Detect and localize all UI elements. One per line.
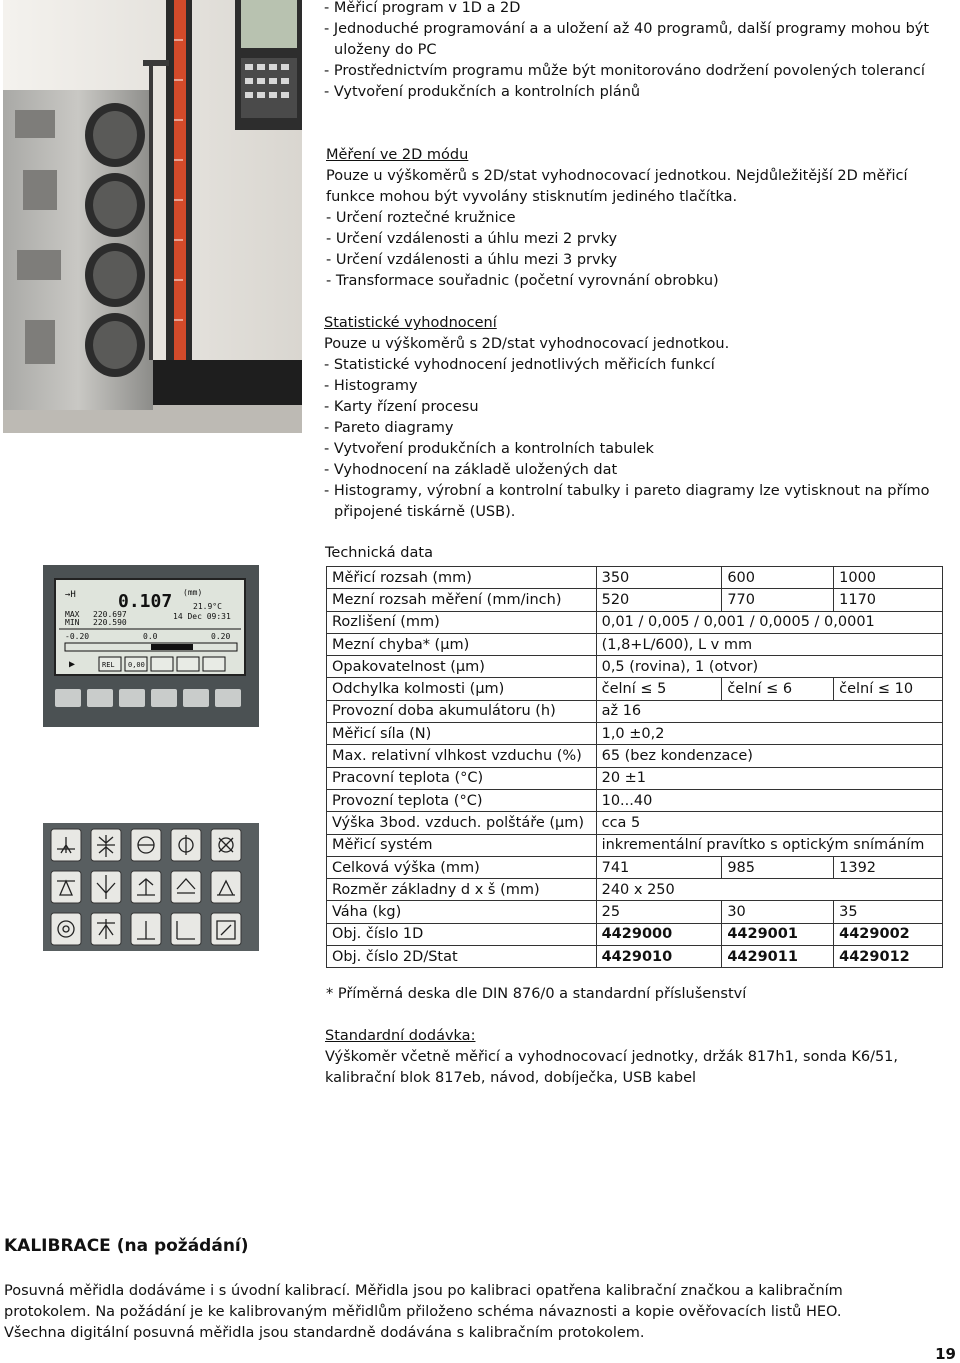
display-min-label: MIN [65, 618, 80, 627]
display-date: 14 Dec 09:31 [173, 612, 231, 621]
table-row [327, 611, 943, 633]
section-heading-2d: Měření ve 2D módu [326, 147, 469, 163]
table-cell: Výška 3bod. vzduch. polštáře (µm) [327, 812, 597, 834]
table-cell: čelní ≤ 5 [596, 678, 722, 700]
table-cell: Rozlišení (mm) [327, 611, 597, 633]
intro-feature-list [324, 0, 944, 103]
list-item: - Pareto diagramy [324, 420, 454, 436]
list-item: - Určení vzdálenosti a úhlu mezi 2 prvky [326, 231, 618, 247]
table-row [327, 589, 943, 611]
table-cell: 4429011 [722, 946, 834, 968]
table-cell: 10...40 [596, 789, 942, 811]
table-row [327, 567, 943, 589]
table-cell: Provozní doba akumulátoru (h) [327, 700, 597, 722]
table-cell: 520 [596, 589, 722, 611]
table-cell: Mezní rozsah měření (mm/inch) [327, 589, 597, 611]
table-row [327, 856, 943, 878]
table-row [327, 923, 943, 945]
table-cell: 1,0 ±0,2 [596, 723, 942, 745]
display-illustration [43, 565, 259, 727]
display-value: 0.107 [118, 591, 173, 612]
display-max-value: 220.697 [93, 610, 127, 619]
calibration-heading: KALIBRACE (na požádání) [4, 1236, 249, 1256]
list-item: - Vytvoření produkčních a kontrolních tabulek [324, 441, 654, 457]
table-row [327, 789, 943, 811]
table-cell: až 16 [596, 700, 942, 722]
display-max-label: MAX [65, 610, 80, 619]
table-cell: Celková výška (mm) [327, 856, 597, 878]
table-cell: 741 [596, 856, 722, 878]
display-temperature: 21.9°C [193, 602, 222, 611]
table-cell: 350 [596, 567, 722, 589]
display-zero-button-label: 0,00 [128, 661, 145, 669]
display-deviation-bar [151, 644, 193, 650]
display-min-value: 220.590 [93, 618, 127, 627]
table-cell: 240 x 250 [596, 879, 942, 901]
list-item: - Vytvoření produkčních a kontrolních plánů [324, 84, 641, 100]
section-2d-text: Pouze u výškoměrů s 2D/stat vyhodnocovací jednotkou. Nejdůležitější 2D měřicí funkce mohou být vyvolány stisknutím jediného tlačítka. [326, 168, 908, 205]
table-row [327, 745, 943, 767]
table-cell: 20 ±1 [596, 767, 942, 789]
calibration-line: Všechna digitální posuvná měřidla jsou standardně dodávána s kalibračním protokolem. [4, 1325, 645, 1341]
table-cell: 4429010 [596, 946, 722, 968]
table-cell: 4429000 [596, 923, 722, 945]
table-cell: 600 [722, 567, 834, 589]
table-cell: 4429012 [834, 946, 943, 968]
display-scale-mid: 0.0 [143, 632, 158, 641]
table-row [327, 678, 943, 700]
display-arrow-left-icon: ▶ [69, 659, 76, 670]
table-footnote: * Příměrná deska dle DIN 876/0 a standardní příslušenství [326, 986, 747, 1002]
display-unit-photo [43, 565, 259, 727]
calibration-line: Posuvná měřidla dodáváme i s úvodní kalibrací. Měřidla jsou po kalibraci opatřena kalibrační značkou a kalibračním [4, 1283, 843, 1299]
list-item: - Statistické vyhodnocení jednotlivých měřicích funkcí [324, 357, 715, 373]
table-cell: 25 [596, 901, 722, 923]
table-cell: 1392 [834, 856, 943, 878]
calibration-text [4, 1281, 944, 1344]
list-item: - Transformace souřadnic (početní vyrovnání obrobku) [326, 273, 719, 289]
table-cell: Váha (kg) [327, 901, 597, 923]
table-cell: Max. relativní vlhkost vzduchu (%) [327, 745, 597, 767]
list-item: - Měřicí program v 1D a 2D [324, 0, 521, 16]
table-cell: Pracovní teplota (°C) [327, 767, 597, 789]
list-item: - Určení roztečné kružnice [326, 210, 516, 226]
svg-text:(mm): (mm) [183, 588, 203, 597]
table-cell: Provozní teplota (°C) [327, 789, 597, 811]
list-item: - Prostřednictvím programu může být monitorováno dodržení povolených tolerancí [324, 63, 925, 79]
table-cell: 4429001 [722, 923, 834, 945]
section-2d-mode [326, 145, 941, 292]
page-number: 19 [935, 1345, 956, 1363]
table-row [327, 767, 943, 789]
display-rel-button-label: REL [102, 661, 115, 669]
list-item: - Určení vzdálenosti a úhlu mezi 3 prvky [326, 252, 618, 268]
table-cell: 770 [722, 589, 834, 611]
table-cell: Obj. číslo 1D [327, 923, 597, 945]
table-cell: Měřicí síla (N) [327, 723, 597, 745]
table-cell: Měřicí rozsah (mm) [327, 567, 597, 589]
table-cell: 4429002 [834, 923, 943, 945]
table-cell: 1000 [834, 567, 943, 589]
section-statistics [324, 313, 949, 523]
list-item: - Histogramy, výrobní a kontrolní tabulky i pareto diagramy lze vytisknout na přímo připojené tiskárně (USB). [324, 483, 930, 520]
standard-delivery-text: Výškoměr včetně měřicí a vyhodnocovací jednotky, držák 817h1, sonda K6/51, kalibrační blok 817eb, návod, dobíječka, USB kabel [325, 1049, 899, 1086]
table-row [327, 879, 943, 901]
table-cell: 65 (bez kondenzace) [596, 745, 942, 767]
keypad-illustration [43, 823, 259, 951]
table-cell: cca 5 [596, 812, 942, 834]
table-row [327, 723, 943, 745]
table-cell: 30 [722, 901, 834, 923]
section-stats-text: Pouze u výškoměrů s 2D/stat vyhodnocovací jednotkou. [324, 336, 730, 352]
list-item: - Jednoduché programování a a uložení až 40 programů, další programy mohou být uloženy do PC [324, 21, 930, 58]
tech-data-table [326, 566, 943, 968]
display-arrow-icon: →H [65, 590, 76, 600]
list-item: - Karty řízení procesu [324, 399, 479, 415]
table-row [327, 700, 943, 722]
tech-data-heading: Technická data [325, 545, 433, 561]
table-cell: 0,01 / 0,005 / 0,001 / 0,0005 / 0,0001 [596, 611, 942, 633]
table-cell: čelní ≤ 10 [834, 678, 943, 700]
display-scale-right: 0.20 [211, 632, 231, 641]
table-cell: 0,5 (rovina), 1 (otvor) [596, 656, 942, 678]
table-row [327, 633, 943, 655]
height-gauge-photo [3, 0, 302, 433]
table-cell: 1170 [834, 589, 943, 611]
section-heading-stats: Statistické vyhodnocení [324, 315, 497, 331]
table-cell: Měřicí systém [327, 834, 597, 856]
table-cell: (1,8+L/600), L v mm [596, 633, 942, 655]
table-cell: 35 [834, 901, 943, 923]
table-cell: 985 [722, 856, 834, 878]
standard-delivery-heading: Standardní dodávka: [325, 1028, 476, 1044]
calibration-line: protokolem. Na požádání je ke kalibrovaným měřidlům přiloženo schéma návaznosti a kopie ověřovacích listů HEO. [4, 1304, 842, 1320]
list-item: - Vyhodnocení na základě uložených dat [324, 462, 618, 478]
standard-delivery [325, 1026, 925, 1089]
table-cell: Mezní chyba* (µm) [327, 633, 597, 655]
display-scale-left: -0.20 [65, 632, 90, 641]
table-row [327, 656, 943, 678]
table-cell: Opakovatelnost (µm) [327, 656, 597, 678]
table-row [327, 812, 943, 834]
table-cell: Rozměr základny d x š (mm) [327, 879, 597, 901]
table-cell: Odchylka kolmosti (µm) [327, 678, 597, 700]
list-item: - Histogramy [324, 378, 418, 394]
height-gauge-illustration [3, 0, 302, 433]
table-cell: Obj. číslo 2D/Stat [327, 946, 597, 968]
table-cell: čelní ≤ 6 [722, 678, 834, 700]
keypad-photo [43, 823, 259, 951]
table-row [327, 834, 943, 856]
table-row [327, 946, 943, 968]
table-cell: inkrementální pravítko s optickým snímáním [596, 834, 942, 856]
table-row [327, 901, 943, 923]
